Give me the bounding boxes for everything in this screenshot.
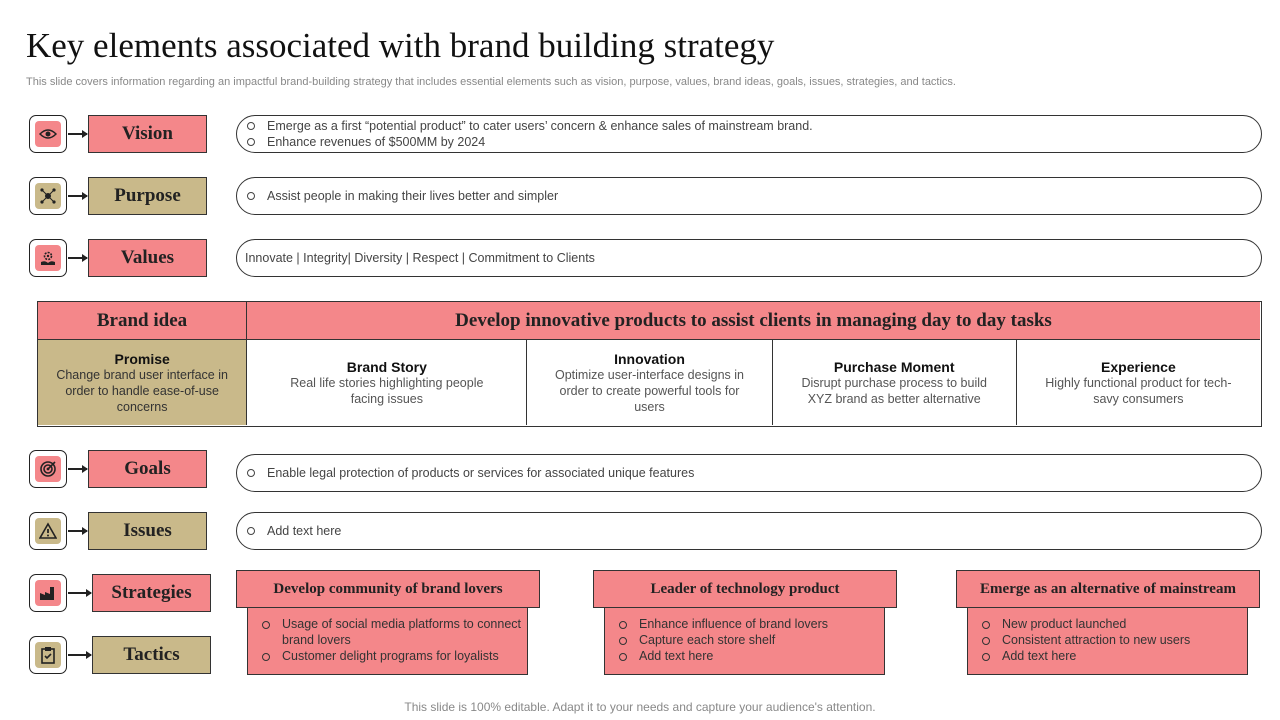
brand-idea-table [37, 301, 1262, 427]
tactic-item: Consistent attraction to new users [980, 632, 1247, 648]
goals-pill [236, 454, 1262, 492]
strategy-2-title: Leader of technology product [593, 570, 897, 608]
cell-text: Real life stories highlighting people facing issues [290, 375, 484, 406]
values-pill [236, 239, 1262, 277]
strategies-arrow [68, 592, 91, 594]
purpose-pill [236, 177, 1262, 215]
purpose-arrow [68, 195, 87, 197]
tactic-item: Add text here [980, 648, 1247, 664]
strategies-icon-frame [29, 574, 67, 612]
brand-story-cell [247, 340, 527, 425]
cell-text: Highly functional product for tech-savy consumers [1045, 375, 1232, 406]
vision-item: Enhance revenues of $500MM by 2024 [245, 134, 1261, 150]
tactics-label: Tactics [92, 636, 211, 674]
values-icon-frame [29, 239, 67, 277]
network-icon [35, 183, 61, 209]
purpose-label: Purpose [88, 177, 207, 215]
factory-icon [35, 580, 61, 606]
purpose-icon-frame [29, 177, 67, 215]
strategy-2-tactics [604, 608, 885, 675]
tactic-item: Customer delight programs for loyalists [260, 648, 527, 664]
innovation-cell [527, 340, 772, 425]
tactics-icon-frame [29, 636, 67, 674]
cell-title: Innovation [614, 350, 685, 367]
issues-arrow [68, 530, 87, 532]
footer-note: This slide is 100% editable. Adapt it to your needs and capture your audience's attention. [404, 700, 876, 714]
target-icon [35, 456, 61, 482]
values-label: Values [88, 239, 207, 277]
strategy-3-title: Emerge as an alternative of mainstream [956, 570, 1260, 608]
vision-label: Vision [88, 115, 207, 153]
brand-idea-header [38, 302, 1260, 340]
strategy-3-tactics [967, 608, 1248, 675]
issues-label: Issues [88, 512, 207, 550]
tactics-arrow [68, 654, 91, 656]
clipboard-icon [35, 642, 61, 668]
strategies-label: Strategies [92, 574, 211, 612]
brand-idea-cells [38, 340, 1260, 425]
promise-cell [38, 340, 247, 425]
tactic-item: Enhance influence of brand lovers [617, 616, 884, 632]
issues-item: Add text here [245, 523, 1261, 539]
cell-title: Purchase Moment [833, 358, 955, 375]
issues-pill [236, 512, 1262, 550]
experience-cell [1017, 340, 1260, 425]
vision-icon-frame [29, 115, 67, 153]
promise-text: Change brand user interface in order to handle ease-of-use concerns [56, 367, 228, 414]
cell-title: Experience [1101, 358, 1176, 375]
vision-arrow [68, 133, 87, 135]
tactic-item: Capture each store shelf [617, 632, 884, 648]
tactic-item: New product launched [980, 616, 1247, 632]
values-text: Innovate | Integrity| Diversity | Respect | Commitment to Clients [245, 251, 595, 265]
goals-label: Goals [88, 450, 207, 488]
promise-title: Promise [114, 350, 170, 367]
hand-gear-icon [35, 245, 61, 271]
strategy-1-title: Develop community of brand lovers [236, 570, 540, 608]
tactic-item: Add text here [617, 648, 884, 664]
brand-idea-label: Brand idea [38, 302, 247, 339]
goals-item: Enable legal protection of products or services for associated unique features [245, 465, 1261, 481]
strategy-1-tactics [247, 608, 528, 675]
vision-item: Emerge as a first “potential product” to cater users’ concern & enhance sales of mainstream brand. [245, 118, 1261, 134]
page-title: Key elements associated with brand building strategy [26, 26, 775, 65]
cell-text: Disrupt purchase process to build XYZ brand as better alternative [801, 375, 987, 406]
vision-pill [236, 115, 1262, 153]
eye-icon [35, 121, 61, 147]
cell-text: Optimize user-interface designs in order to create powerful tools for users [555, 367, 744, 414]
tactic-item: Usage of social media platforms to connect brand lovers [260, 616, 527, 648]
purchase-moment-cell [773, 340, 1017, 425]
cell-title: Brand Story [346, 358, 427, 375]
values-arrow [68, 257, 87, 259]
warning-icon [35, 518, 61, 544]
page-subtitle: This slide covers information regarding an impactful brand-building strategy that includes essential elements such as vision, purpose, values, brand ideas, goals, issues, strategies, and tactics. [26, 76, 956, 88]
goals-arrow [68, 468, 87, 470]
issues-icon-frame [29, 512, 67, 550]
purpose-item: Assist people in making their lives better and simpler [245, 188, 1261, 204]
goals-icon-frame [29, 450, 67, 488]
brand-idea-statement: Develop innovative products to assist clients in managing day to day tasks [247, 302, 1260, 339]
